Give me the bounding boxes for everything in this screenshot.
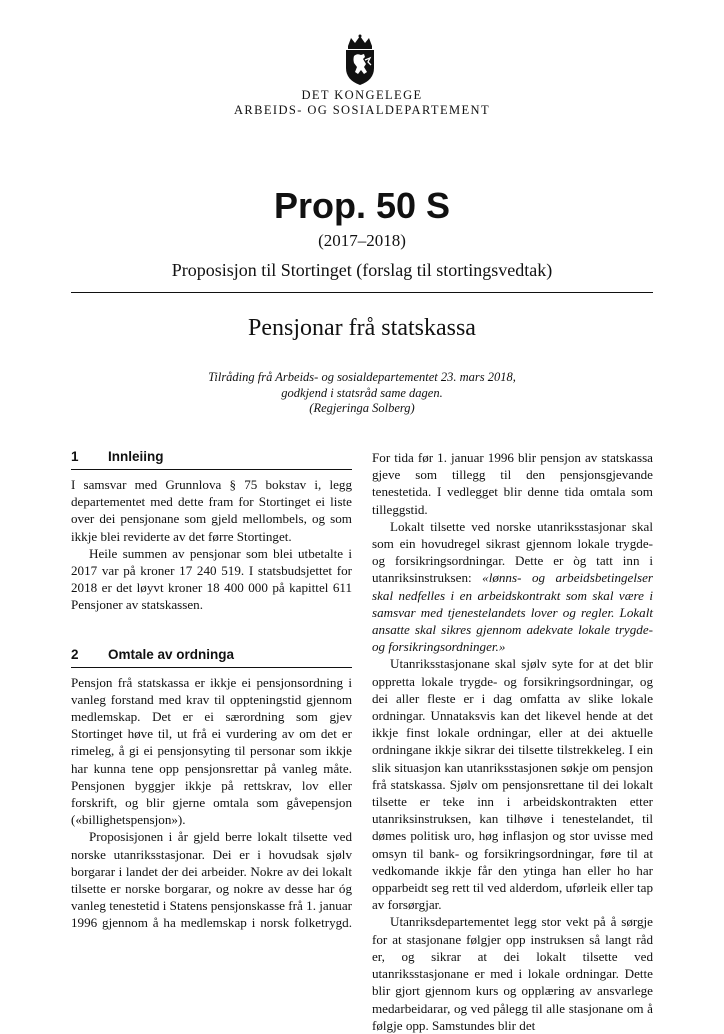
section-heading-2 (71, 646, 352, 668)
paragraph: Heile summen av pensjonar som blei utbetalte i 2017 var på kroner 17 240 519. I statsbudsjettet for 2018 er det løyvt kroner 18 400 000 på kapittel 611 Pensjoner av statskassen. (71, 545, 352, 613)
paragraph (372, 518, 653, 656)
ministry-name-line2: ARBEIDS- OG SOSIALDEPARTEMENT (233, 103, 491, 117)
ministry-name-line1: DET KONGELEGE (301, 88, 423, 102)
paragraph: Utanriksdepartementet legg stor vekt på å sørgje for at stasjonane følgjer opp instruksen så langt råd er, og sikrar at dei lokalt tilsette ved utanriksstasjonane er med i lokale ordningar. Dette blir gjort gjennom kurs og opplæring av ansvarlege medarbeidarar, og ved pålegg til alle stasjonane om å følgje opp. Samstundes blir det (372, 914, 653, 1033)
section-heading-1 (71, 448, 352, 470)
paragraph: I samsvar med Grunnlova § 75 bokstav i, legg departementet med dette fram for Stortinget ei liste over dei pensjonane som gjeld mellombels, og som ikkje blei reviderte av det førre Stortinget. (71, 477, 352, 544)
section-title: Innleiing (108, 449, 164, 464)
proposition-number: Prop. 50 S (273, 185, 451, 226)
section-title: Omtale av ordninga (108, 646, 235, 662)
norwegian-coat-of-arms-icon (337, 34, 383, 86)
endorsement-block (0, 370, 724, 417)
left-column (71, 448, 352, 932)
endorsement-line-2: godkjend i statsråd same dagen. (281, 385, 443, 400)
paragraph-continuation: For tida før 1. januar 1996 blir pensjon av statskassa gjeve som tillegg til den pensjonsgjevande tenestetida. I vedlegget blir denne tida omtala som tilleggstid. (372, 450, 653, 517)
section-number: 2 (71, 646, 79, 662)
paragraph-continued: Proposisjonen i år gjeld berre lokalt tilsette ved norske utanriksstasjonar. Dei er i hovudsak sjølv borgarar i landet der dei arbeider. Nokre av dei lokalt tilsette er norske borgarar, og nokre av desse har óg vanleg tenestetid i Statens pensjonskasse frå 1. januar 1996 gjennom å ha medlemskap i norsk folketrygd. (71, 829, 352, 931)
section-number: 1 (71, 449, 79, 464)
session-years: (2017–2018) (318, 231, 406, 250)
endorsement-line-3: (Regjeringa Solberg) (309, 401, 415, 415)
paragraph: Pensjon frå statskassa er ikkje ei pensjonsordning i vanleg forstand med krav til oppteningstid gjennom medlemskap. Det er ei særordning som gjev Stortinget høve til, ut frå ei vurdering av om det er rimeleg, å gi ei pensjonsyting til personar som ikkje har kunna tene opp pensjonsrettar på vanleg måte. Pensjonen byggjer ikkje på rettskrav, lov eller forskrift, og blir gjerne omtala som gåvepensjon («billighetspensjon»). (71, 674, 352, 828)
paragraph: Utanriksstasjonane skal sjølv syte for at det blir oppretta lokale trygde- og forsikringsordningar, og dei aller fleste er i dag omfatta av slike lokale ordningar. Unnataksvis kan det likevel hende at det ikkje finst lokale ordningar, eller at dei aktuelle ordningane ikkje sikrar dei tilsette tilstrekkeleg. I ein slik situasjon kan utanriksstasjonen søkje om pensjon frå statskassa. Sjølv om pensjonsrettane til dei lokalt tilsette er teke inn i arbeidskontrakten etter utanriksinstruksen, kan tilhøve i tenestelandet, til dømes politisk uro, høg inflasjon og stor uvisse med omsyn til bank- og forsikringsordningar, føre til at vedkomande ikkje får den ytinga han eller ho har opparbeidt seg rett til ved alderdom, uførleik eller tap av forsørgjar. (372, 656, 653, 913)
document-title: Pensjonar frå statskassa (248, 315, 476, 341)
endorsement-line-1: Tilråding frå Arbeids- og sosialdepartementet 23. mars 2018, (208, 370, 516, 384)
title-divider (71, 292, 653, 293)
paragraph-text: Lokalt tilsette ved norske utanriksstasjonar skal som ein hovudregel sikrast gjennom lokale trygde- og forsikringsordningar. Dette er òg tatt inn i utanriksinstruksen: (372, 518, 653, 586)
instruction-quote: «lønns- og arbeidsbetingelser skal nedfelles i en arbeidskontrakt som skal være i samsvar med tjenestelandets lover og regler. Lokalt ansatte skal sikres gjennom adekvate lokale trygde- og forsikringsordninger.» (372, 570, 653, 655)
right-column (372, 449, 653, 1034)
proposition-subtitle: Proposisjon til Stortinget (forslag til stortingsvedtak) (171, 260, 553, 280)
